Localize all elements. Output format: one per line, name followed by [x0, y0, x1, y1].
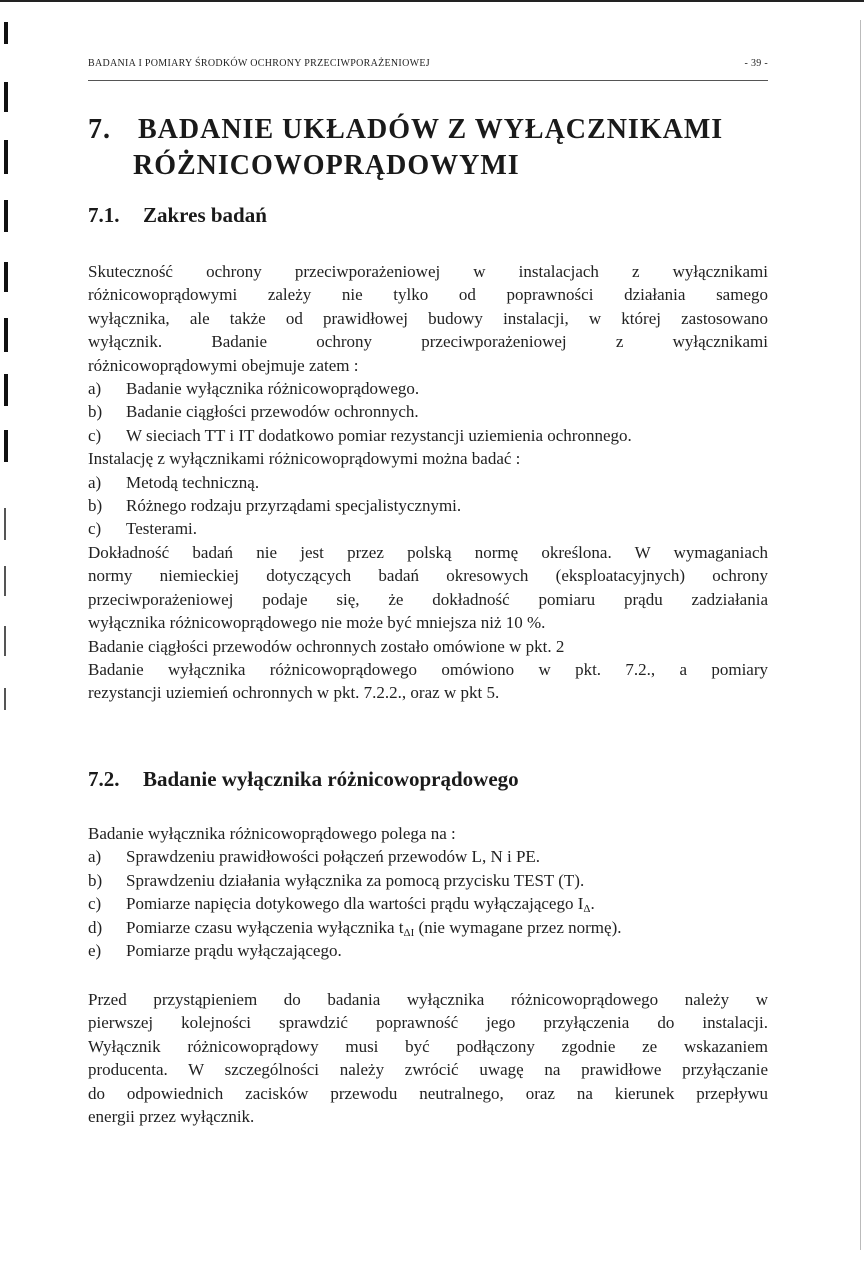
binder-mark — [4, 430, 8, 462]
list-text: Sprawdzeniu działania wyłącznika za pomocą przycisku TEST (T). — [126, 870, 585, 890]
paragraph-line: do odpowiednich zacisków przewodu neutralnego, oraz na kierunek przepływu — [88, 1083, 768, 1103]
binder-mark — [4, 262, 8, 292]
list-item — [88, 916, 768, 939]
list-text: Testerami. — [126, 519, 198, 539]
binder-mark — [4, 140, 8, 174]
header-rule — [88, 80, 768, 81]
list-marker: c) — [88, 425, 102, 445]
binder-mark — [4, 626, 6, 656]
list-item — [88, 424, 768, 447]
list-text: Badanie wyłącznika różnicowoprądowego. — [126, 379, 420, 399]
list-text-end: (nie wymagane przez normę). — [414, 917, 622, 937]
paragraph-line: różnicowoprądowymi obejmuje zatem : — [88, 355, 359, 375]
paragraph-line: Badanie wyłącznika różnicowoprądowego polega na : — [88, 824, 456, 843]
list-text: Pomiarze napięcia dotykowego dla wartości prądu wyłączającego I — [126, 894, 584, 914]
list-marker: a) — [88, 379, 102, 399]
list-text-end: . — [590, 894, 595, 914]
list-text: Różnego rodzaju przyrządami specjalistycznymi. — [126, 496, 462, 516]
binder-mark — [4, 82, 8, 112]
list-item — [88, 400, 768, 423]
list-marker: d) — [88, 917, 103, 937]
paragraph-line: różnicowoprądowymi zależy nie tylko od poprawności działania samego — [88, 285, 768, 305]
list-marker: b) — [88, 402, 103, 422]
binder-mark — [4, 688, 6, 710]
paragraph-line: Przed przystąpieniem do badania wyłącznika różnicowoprądowego należy w — [88, 990, 768, 1009]
paragraph-line: wyłącznika, ale także od prawidłowej budowy instalacji, w której zastosowano — [88, 308, 768, 328]
list-text: Badanie ciągłości przewodów ochronnych. — [126, 402, 419, 422]
chapter-title-line2: RÓŻNICOWOPRĄDOWYMI — [133, 150, 520, 181]
paragraph-line: rezystancji uziemień ochronnych w pkt. 7.2.2., oraz w pkt 5. — [88, 683, 500, 703]
list-marker: a) — [88, 847, 102, 867]
list-marker: e) — [88, 941, 102, 961]
paragraph-line: Badanie wyłącznika różnicowoprądowego omówiono w pkt. 7.2., a pomiary — [88, 659, 768, 679]
paragraph-line: producenta. W szczególności należy zwrócić uwagę na prawidłowe przyłączanie — [88, 1060, 768, 1080]
list-item — [88, 869, 768, 892]
list-item — [88, 494, 768, 517]
page-edge-line — [860, 20, 861, 1250]
section-number: 7.1. — [88, 203, 120, 227]
paragraph-line: energii przez wyłącznik. — [88, 1107, 255, 1127]
binder-mark — [4, 318, 8, 352]
binder-mark — [4, 22, 8, 44]
section-heading-7-2 — [88, 767, 519, 792]
paragraph-line: Instalację z wyłącznikami różnicowoprądowymi można badać : — [88, 449, 521, 469]
paragraph-line: Skuteczność ochrony przeciwporażeniowej w instalacjach z wyłącznikami — [88, 262, 768, 281]
chapter-title-line1: BADANIE UKŁADÓW Z WYŁĄCZNIKAMI — [138, 114, 724, 145]
binder-mark — [4, 566, 6, 596]
list-item — [88, 845, 768, 868]
running-title: BADANIA I POMIARY ŚRODKÓW OCHRONY PRZECIWPORAŻENIOWEJ — [88, 58, 430, 69]
paragraph-line: Dokładność badań nie jest przez polską normę określona. W wymaganiach — [88, 542, 768, 562]
list-item — [88, 517, 768, 540]
chapter-heading — [88, 112, 788, 184]
scan-edge-line — [0, 0, 864, 2]
list-item — [88, 471, 768, 494]
paragraph-line: przeciwporażeniowej podaje się, że dokładność pomiaru prądu zadziałania — [88, 589, 768, 609]
section-number: 7.2. — [88, 767, 120, 791]
list-marker: c) — [88, 894, 102, 914]
binder-mark — [4, 374, 8, 406]
section-heading-7-1 — [88, 203, 267, 228]
section-title: Badanie wyłącznika różnicowoprądowego — [143, 767, 519, 791]
list-text: W sieciach TT i IT dodatkowo pomiar rezystancji uziemienia ochronnego. — [126, 425, 632, 445]
section-7-2-steps — [88, 822, 768, 962]
list-marker: b) — [88, 870, 103, 890]
list-marker: a) — [88, 472, 102, 492]
list-text: Pomiarze prądu wyłączającego. — [126, 941, 342, 961]
paragraph-line: normy niemieckiej dotyczących badań okresowych (eksploatacyjnych) ochrony — [88, 566, 768, 586]
list-item — [88, 377, 768, 400]
list-text: Sprawdzeniu prawidłowości połączeń przewodów L, N i PE. — [126, 847, 541, 867]
list-item — [88, 939, 768, 962]
page-number: - 39 - — [744, 58, 768, 69]
paragraph-line: Badanie ciągłości przewodów ochronnych zostało omówione w pkt. 2 — [88, 636, 565, 656]
paragraph-line: wyłącznika różnicowoprądowego nie może być mniejsza niż 10 %. — [88, 613, 546, 633]
list-marker: c) — [88, 519, 102, 539]
binder-mark — [4, 200, 8, 232]
paragraph-line: pierwszej kolejności sprawdzić poprawność jego przyłączenia do instalacji. — [88, 1013, 768, 1033]
running-header — [88, 58, 768, 69]
section-title: Zakres badań — [143, 203, 267, 227]
list-text: Pomiarze czasu wyłączenia wyłącznika t — [126, 917, 404, 937]
paragraph-line: wyłącznik. Badanie ochrony przeciwporażeniowej z wyłącznikami — [88, 332, 768, 352]
binder-mark — [4, 508, 6, 540]
subscript: ΔI — [403, 926, 415, 939]
paragraph-line: Wyłącznik różnicowoprądowy musi być podłączony zgodnie ze wskazaniem — [88, 1036, 768, 1056]
subscript: Δ — [583, 903, 591, 916]
list-item — [88, 892, 768, 915]
list-marker: b) — [88, 496, 103, 516]
chapter-number: 7. — [88, 114, 111, 145]
section-7-2-closing — [88, 988, 768, 1128]
list-text: Metodą techniczną. — [126, 472, 260, 492]
section-7-1-body — [88, 260, 768, 705]
